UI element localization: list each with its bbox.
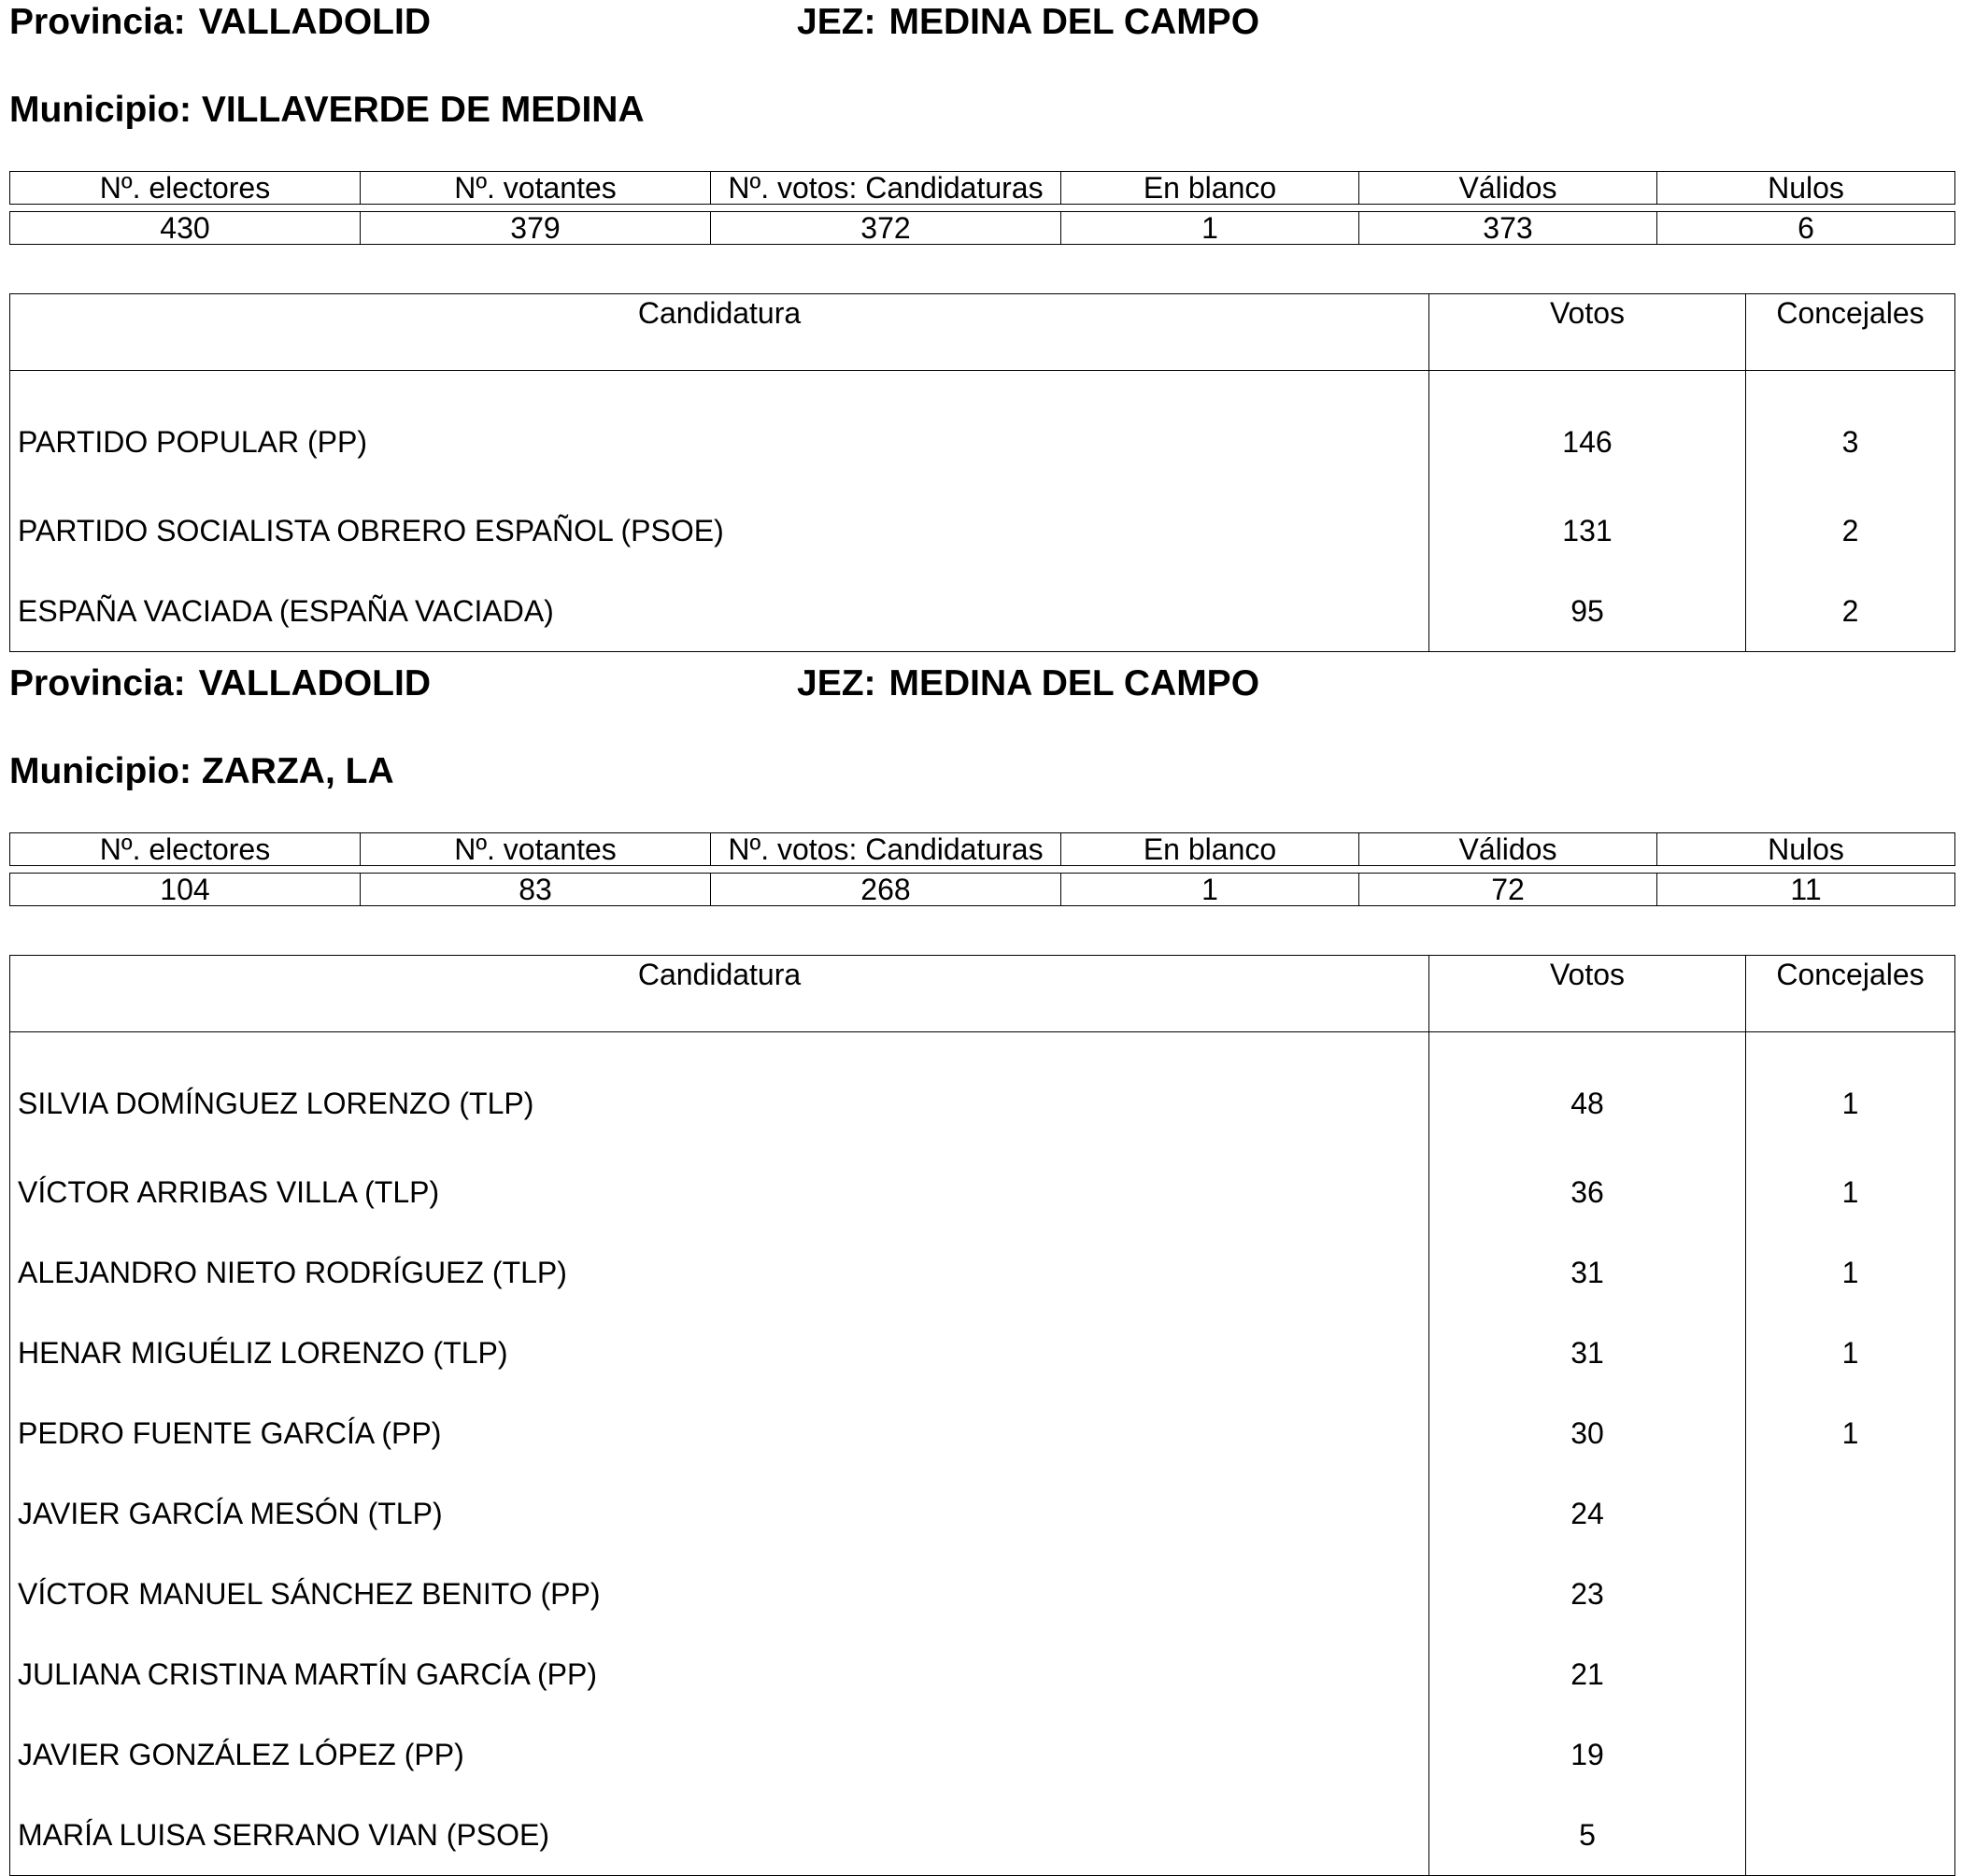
stat-header-votantes: Nº. votantes <box>361 172 711 205</box>
stat-value-nulos: 11 <box>1657 874 1955 906</box>
stats-header-row <box>10 172 1955 205</box>
stat-value-electores: 104 <box>10 874 361 906</box>
jez-heading <box>797 661 1259 706</box>
candidate-name: HENAR MIGUÉLIZ LORENZO (TLP) <box>18 1335 508 1370</box>
header-concejales: Concejales <box>1746 956 1955 1032</box>
candidate-votos: 31 <box>1429 1232 1746 1313</box>
stat-value-votantes: 379 <box>361 212 711 245</box>
candidate-row <box>10 1032 1955 1153</box>
candidate-votos: 23 <box>1429 1554 1746 1634</box>
stat-value-votos-candidaturas: 268 <box>711 874 1061 906</box>
stat-header-en-blanco: En blanco <box>1061 172 1359 205</box>
stat-header-votos-candidaturas: Nº. votos: Candidaturas <box>711 172 1061 205</box>
stats-header-row <box>10 833 1955 866</box>
candidate-row <box>10 1554 1955 1634</box>
stat-header-electores: Nº. electores <box>10 172 361 205</box>
provincia-value: VALLADOLID <box>198 2 431 42</box>
jez-heading <box>797 0 1259 45</box>
candidate-name: PARTIDO POPULAR (PP) <box>18 424 367 459</box>
candidates-header-row <box>10 294 1955 371</box>
municipio-label: Municipio: <box>9 751 192 791</box>
candidate-concejales: 1 <box>1746 1152 1955 1232</box>
candidate-votos: 24 <box>1429 1473 1746 1554</box>
stat-value-votos-candidaturas: 372 <box>711 212 1061 245</box>
candidate-votos: 36 <box>1429 1152 1746 1232</box>
candidate-concejales: 1 <box>1746 1032 1955 1153</box>
candidate-row <box>10 371 1955 491</box>
candidate-name: SILVIA DOMÍNGUEZ LORENZO (TLP) <box>18 1086 534 1120</box>
candidate-concejales: 1 <box>1746 1313 1955 1393</box>
stat-header-en-blanco: En blanco <box>1061 833 1359 866</box>
header-concejales: Concejales <box>1746 294 1955 371</box>
stat-header-electores: Nº. electores <box>10 833 361 866</box>
candidate-concejales <box>1746 1554 1955 1634</box>
candidate-votos: 30 <box>1429 1393 1746 1473</box>
candidate-name: JAVIER GARCÍA MESÓN (TLP) <box>18 1496 443 1530</box>
stat-value-en-blanco: 1 <box>1061 212 1359 245</box>
stat-header-validos: Válidos <box>1359 833 1657 866</box>
candidate-votos: 95 <box>1429 571 1746 652</box>
stat-value-nulos: 6 <box>1657 212 1955 245</box>
candidates-table <box>9 955 1955 1876</box>
stat-value-votantes: 83 <box>361 874 711 906</box>
candidate-concejales <box>1746 1634 1955 1714</box>
candidate-votos: 21 <box>1429 1634 1746 1714</box>
candidate-concejales: 1 <box>1746 1393 1955 1473</box>
candidate-row <box>10 571 1955 652</box>
candidate-row <box>10 1795 1955 1876</box>
municipio-value: VILLAVERDE DE MEDINA <box>201 90 645 130</box>
header-candidatura: Candidatura <box>10 956 1429 1032</box>
municipio-heading <box>9 749 394 794</box>
jez-label: JEZ: <box>797 663 876 704</box>
candidate-row <box>10 1473 1955 1554</box>
candidate-name: JULIANA CRISTINA MARTÍN GARCÍA (PP) <box>18 1656 597 1691</box>
candidate-row <box>10 1152 1955 1232</box>
candidate-row <box>10 490 1955 571</box>
candidate-votos: 131 <box>1429 490 1746 571</box>
candidate-name: PARTIDO SOCIALISTA OBRERO ESPAÑOL (PSOE) <box>18 513 724 547</box>
stat-value-validos: 373 <box>1359 212 1657 245</box>
stats-value-row <box>10 212 1955 245</box>
jez-label: JEZ: <box>797 2 876 42</box>
candidate-votos: 146 <box>1429 371 1746 491</box>
stats-value-table <box>9 211 1955 245</box>
municipio-heading <box>9 88 645 133</box>
municipio-label: Municipio: <box>9 90 192 130</box>
candidate-row <box>10 1232 1955 1313</box>
municipio-value: ZARZA, LA <box>201 751 394 791</box>
stat-value-electores: 430 <box>10 212 361 245</box>
candidate-row <box>10 1634 1955 1714</box>
stats-value-table <box>9 873 1955 906</box>
stat-value-en-blanco: 1 <box>1061 874 1359 906</box>
header-votos: Votos <box>1429 956 1746 1032</box>
candidate-votos: 31 <box>1429 1313 1746 1393</box>
candidates-header-row <box>10 956 1955 1032</box>
stat-header-votantes: Nº. votantes <box>361 833 711 866</box>
jez-value: MEDINA DEL CAMPO <box>888 663 1260 704</box>
provincia-heading <box>9 661 431 706</box>
candidate-name: MARÍA LUISA SERRANO VIAN (PSOE) <box>18 1817 550 1852</box>
candidate-row <box>10 1393 1955 1473</box>
candidate-concejales: 1 <box>1746 1232 1955 1313</box>
provincia-value: VALLADOLID <box>198 663 431 704</box>
candidate-votos: 48 <box>1429 1032 1746 1153</box>
candidate-concejales: 3 <box>1746 371 1955 491</box>
header-candidatura: Candidatura <box>10 294 1429 371</box>
candidates-table <box>9 293 1955 652</box>
candidate-concejales <box>1746 1714 1955 1795</box>
provincia-heading <box>9 0 431 45</box>
stat-header-votos-candidaturas: Nº. votos: Candidaturas <box>711 833 1061 866</box>
stats-value-row <box>10 874 1955 906</box>
provincia-label: Provincia: <box>9 2 186 42</box>
candidate-concejales <box>1746 1795 1955 1876</box>
candidate-name: JAVIER GONZÁLEZ LÓPEZ (PP) <box>18 1737 464 1771</box>
candidate-votos: 19 <box>1429 1714 1746 1795</box>
candidate-name: ESPAÑA VACIADA (ESPAÑA VACIADA) <box>18 593 554 628</box>
candidate-name: VÍCTOR MANUEL SÁNCHEZ BENITO (PP) <box>18 1576 601 1611</box>
candidate-row <box>10 1313 1955 1393</box>
candidate-votos: 5 <box>1429 1795 1746 1876</box>
candidate-name: ALEJANDRO NIETO RODRÍGUEZ (TLP) <box>18 1255 567 1289</box>
stats-header-table <box>9 171 1955 205</box>
stat-header-nulos: Nulos <box>1657 172 1955 205</box>
stat-header-nulos: Nulos <box>1657 833 1955 866</box>
candidate-concejales <box>1746 1473 1955 1554</box>
candidate-concejales: 2 <box>1746 571 1955 652</box>
stat-value-validos: 72 <box>1359 874 1657 906</box>
candidate-name: VÍCTOR ARRIBAS VILLA (TLP) <box>18 1174 440 1209</box>
provincia-label: Provincia: <box>9 663 186 704</box>
header-votos: Votos <box>1429 294 1746 371</box>
stat-header-validos: Válidos <box>1359 172 1657 205</box>
candidate-name: PEDRO FUENTE GARCÍA (PP) <box>18 1415 442 1450</box>
candidate-concejales: 2 <box>1746 490 1955 571</box>
candidate-row <box>10 1714 1955 1795</box>
jez-value: MEDINA DEL CAMPO <box>888 2 1260 42</box>
stats-header-table <box>9 832 1955 866</box>
